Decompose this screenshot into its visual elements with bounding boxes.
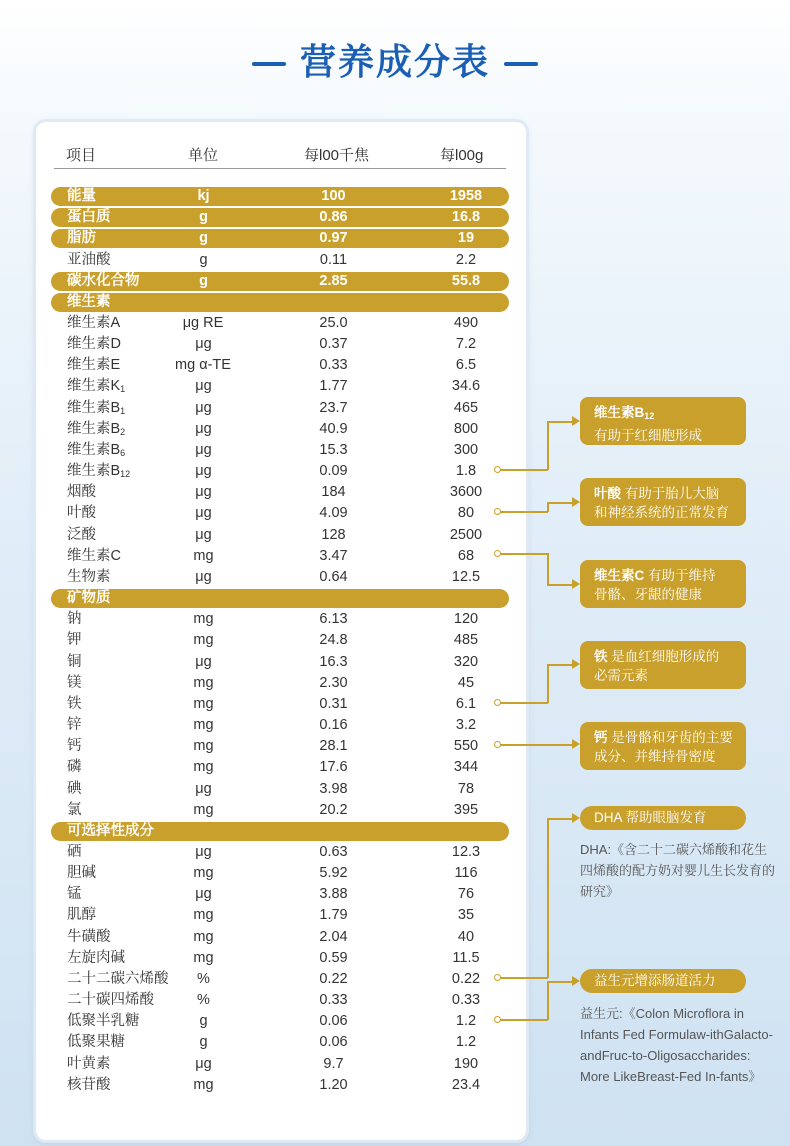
- table-row: [51, 801, 509, 820]
- section-header: [51, 822, 509, 841]
- nutrient-name: 氯: [67, 801, 82, 818]
- nutrient-name: 低聚半乳糖: [67, 1013, 140, 1030]
- value-per-100kj: 0.97: [319, 230, 348, 247]
- arrow-icon: [572, 579, 580, 589]
- callout-iron: [580, 641, 746, 689]
- callout-b12-sub: 12: [644, 411, 655, 421]
- unit: mg: [193, 611, 214, 628]
- unit: %: [197, 992, 210, 1009]
- value-per-100g: 11.5: [452, 949, 480, 966]
- value-per-100g: 800: [453, 420, 479, 437]
- unit: μg: [195, 568, 212, 585]
- arrow-icon: [572, 416, 580, 426]
- value-per-100kj: 3.88: [319, 886, 348, 903]
- value-per-100kj: 0.16: [319, 717, 348, 733]
- value-per-100g: 78: [457, 780, 475, 797]
- value-per-100kj: 25.0: [319, 315, 348, 331]
- table-row: [51, 272, 509, 291]
- nutrient-name: 胆碱: [67, 865, 96, 882]
- connector-line: [547, 981, 573, 983]
- table-row: [51, 864, 509, 883]
- unit: μg: [195, 441, 212, 458]
- unit: μg: [195, 378, 212, 395]
- nutrient-name: 左旋肉碱: [67, 949, 125, 966]
- value-per-100kj: 100: [321, 188, 346, 204]
- callout-b12-text: 有助于红细胞形成: [594, 428, 702, 443]
- unit: mg: [193, 865, 214, 882]
- unit: μg: [195, 1055, 212, 1072]
- callout-folate-text2: 和神经系统的正常发育: [594, 505, 729, 520]
- nutrient-name: 维生素C: [67, 547, 121, 564]
- value-per-100g: 300: [453, 441, 479, 458]
- nutrient-name: 叶酸: [67, 505, 96, 522]
- table-row: [51, 653, 509, 672]
- connector-line: [498, 977, 548, 979]
- nutrient-subscript: 2: [120, 426, 126, 437]
- nutrition-table-card: [36, 122, 526, 1140]
- nutrient-name: 锰: [67, 886, 82, 903]
- dot-icon: [494, 508, 501, 515]
- callout-folate-text1: 有助于胎儿大脑: [621, 486, 720, 501]
- header-per-100g: 每l00g: [440, 147, 484, 164]
- connector-line: [547, 502, 573, 504]
- table-row: [51, 928, 509, 947]
- table-row: [51, 335, 509, 354]
- nutrient-subscript: 1: [120, 384, 126, 395]
- nutrient-name: 钠: [67, 611, 82, 628]
- nutrient-name: 锌: [67, 717, 82, 733]
- table-row: [51, 1076, 509, 1095]
- header-divider: [54, 168, 506, 169]
- callout-vitamin-b12: [580, 397, 746, 445]
- table-header: [36, 144, 526, 164]
- table-row: [51, 970, 509, 989]
- unit: μg: [195, 653, 212, 670]
- value-per-100kj: 24.8: [319, 632, 348, 649]
- unit: g: [199, 230, 208, 247]
- nutrient-name: 泛酸: [67, 526, 96, 543]
- connector-line: [547, 421, 573, 423]
- callout-prebiotic: 益生元增添肠道活力: [580, 969, 746, 993]
- value-per-100kj: 17.6: [319, 759, 348, 776]
- connector-line: [547, 664, 573, 666]
- table-row: [51, 526, 509, 545]
- value-per-100kj: 9.7: [323, 1055, 344, 1072]
- value-per-100kj: 1.20: [319, 1076, 348, 1093]
- nutrient-name: 蛋白质: [67, 209, 111, 226]
- title-dash-right: [504, 62, 538, 66]
- table-row: [51, 780, 509, 799]
- table-row: [51, 631, 509, 650]
- nutrient-name: 肌醇: [67, 907, 96, 924]
- dot-icon: [494, 974, 501, 981]
- nutrient-name: 镁: [67, 674, 82, 691]
- nutrient-name: 钾: [67, 632, 82, 649]
- value-per-100kj: 4.09: [319, 505, 348, 522]
- callout-b12-title: 维生素B: [594, 405, 645, 420]
- value-per-100kj: 128: [321, 526, 346, 543]
- table-row: [51, 1012, 509, 1031]
- callout-vitc-text2: 骨骼、牙龈的健康: [594, 587, 702, 602]
- unit: mg: [193, 695, 214, 712]
- table-row: [51, 547, 509, 566]
- value-per-100g: 12.5: [451, 568, 481, 585]
- arrow-icon: [572, 497, 580, 507]
- value-per-100g: 34.6: [451, 378, 481, 395]
- value-per-100kj: 0.37: [319, 336, 348, 353]
- table-row: [51, 1033, 509, 1052]
- value-per-100kj: 20.2: [319, 801, 348, 818]
- unit: μg: [195, 463, 212, 480]
- table-row: [51, 949, 509, 968]
- value-per-100kj: 2.30: [319, 674, 348, 691]
- table-row: [51, 187, 509, 206]
- connector-line: [498, 469, 548, 471]
- value-per-100kj: 0.33: [319, 357, 348, 374]
- value-per-100kj: 184: [321, 484, 346, 501]
- value-per-100g: 1.8: [455, 463, 477, 480]
- nutrient-name: 维生素$K_1$: [67, 378, 126, 395]
- nutrient-name: 二十碳四烯酸: [67, 992, 154, 1009]
- value-per-100kj: 28.1: [319, 738, 348, 755]
- connector-line: [498, 702, 548, 704]
- value-per-100g: 116: [454, 865, 478, 882]
- value-per-100kj: 16.3: [319, 653, 348, 670]
- connector-line: [547, 584, 573, 586]
- table-row: [51, 314, 509, 333]
- table-row: [51, 1055, 509, 1074]
- prebiotic-reference: 益生元:《Colon Microflora in Infants Fed Formulaw-ithGalacto-andFruc-to-Oligosaccharides: More LikeBreast-Fed In-fants》: [580, 1006, 773, 1084]
- value-per-100g: 2500: [449, 526, 483, 543]
- value-per-100g: 120: [453, 611, 479, 628]
- unit: mg: [193, 949, 214, 966]
- callout-iron-text1: 是血红细胞形成的: [607, 649, 720, 664]
- nutrient-name: 碳水化合物: [67, 272, 140, 289]
- unit: μg: [195, 336, 212, 353]
- callout-iron-title: 铁: [594, 649, 608, 664]
- connector-line: [547, 502, 549, 512]
- nutrient-name: 维生素D: [67, 336, 121, 353]
- connector-line: [547, 664, 549, 703]
- value-per-100kj: 0.06: [319, 1013, 348, 1030]
- unit: g: [199, 251, 208, 268]
- table-row: [51, 737, 509, 756]
- unit: mg: [193, 907, 214, 924]
- value-per-100kj: 0.22: [319, 970, 348, 987]
- dot-icon: [494, 550, 501, 557]
- value-per-100kj: 23.7: [319, 399, 348, 416]
- callout-folate: [580, 478, 746, 526]
- connector-line: [498, 511, 548, 513]
- table-row: [51, 356, 509, 375]
- callout-vitc-title: 维生素C: [594, 568, 645, 583]
- nutrient-name: 低聚果糖: [67, 1034, 125, 1051]
- value-per-100kj: 0.86: [319, 209, 348, 226]
- callout-vitc-text1: 有助于维持: [644, 568, 716, 583]
- unit: g: [199, 1034, 208, 1051]
- nutrient-name: 二十二碳六烯酸: [67, 970, 169, 987]
- nutrient-name: 钙: [67, 738, 82, 755]
- value-per-100g: 2.2: [455, 251, 477, 268]
- connector-line: [498, 553, 548, 555]
- nutrient-name: 维生素A: [67, 315, 121, 331]
- callout-calcium: [580, 722, 746, 770]
- nutrient-name: 铁: [67, 695, 82, 712]
- table-row: [51, 674, 509, 693]
- nutrient-name: 碘: [67, 780, 82, 797]
- value-per-100g: 55.8: [451, 272, 481, 289]
- callout-iron-text2: 必需元素: [594, 668, 648, 683]
- nutrient-name: 维生素E: [67, 357, 121, 374]
- header-per-100kj: 每l00千焦: [304, 147, 370, 164]
- value-per-100g: 395: [453, 801, 479, 818]
- table-row: [51, 399, 509, 418]
- connector-line: [547, 981, 549, 1020]
- table-row: [51, 229, 509, 248]
- unit: mg: [193, 674, 214, 691]
- unit: μg: [195, 505, 212, 522]
- table-row: [51, 208, 509, 227]
- unit: μg: [195, 484, 212, 501]
- value-per-100g: 45: [457, 674, 475, 691]
- unit: mg: [193, 759, 214, 776]
- table-row: [51, 420, 509, 439]
- nutrient-name: 维生素$B_{12}$: [67, 463, 131, 480]
- nutrient-name: 亚油酸: [67, 251, 111, 268]
- section-header: [51, 293, 509, 312]
- value-per-100g: 0.22: [451, 970, 481, 987]
- callout-folate-title: 叶酸: [594, 486, 621, 501]
- nutrient-subscript: 6: [120, 447, 126, 458]
- value-per-100g: 7.2: [455, 336, 477, 353]
- nutrient-name: 硒: [67, 844, 82, 860]
- connector-line: [547, 818, 549, 978]
- connector-line: [547, 553, 549, 585]
- table-row: [51, 843, 509, 862]
- nutrient-name: 铜: [67, 653, 82, 670]
- section-title: 可选择性成分: [67, 822, 154, 839]
- nutrient-name: 生物素: [67, 568, 111, 585]
- callout-calcium-text1: 是骨骼和牙齿的主要: [607, 730, 733, 745]
- section-title: 矿物质: [67, 590, 111, 606]
- arrow-icon: [572, 659, 580, 669]
- table-row: [51, 716, 509, 735]
- table-row: [51, 377, 509, 396]
- value-per-100kj: 0.31: [319, 695, 348, 712]
- nutrient-name: 核苷酸: [67, 1076, 111, 1093]
- callout-calcium-title: 钙: [594, 730, 608, 745]
- value-per-100g: 485: [453, 632, 479, 649]
- value-per-100kj: 0.09: [319, 463, 348, 480]
- table-row: [51, 695, 509, 714]
- value-per-100g: 1.2: [455, 1034, 477, 1051]
- nutrient-name: 磷: [67, 759, 82, 776]
- value-per-100g: 40: [457, 928, 475, 945]
- unit: mg: [193, 1076, 214, 1093]
- value-per-100kj: 0.06: [319, 1034, 348, 1051]
- value-per-100kj: 15.3: [319, 441, 348, 458]
- nutrient-name: 维生素$B_2$: [67, 420, 126, 437]
- arrow-icon: [572, 813, 580, 823]
- value-per-100kj: 0.64: [319, 568, 348, 585]
- unit: μg: [195, 526, 212, 543]
- nutrient-name: 叶黄素: [67, 1055, 111, 1072]
- unit: g: [199, 272, 208, 289]
- page-title: [0, 34, 790, 85]
- unit: mg: [193, 738, 214, 755]
- nutrient-name: 烟酸: [67, 484, 96, 501]
- unit: μg: [195, 844, 212, 860]
- unit: mg: [193, 632, 214, 649]
- unit: μg RE: [182, 315, 224, 331]
- value-per-100g: 3.2: [455, 717, 477, 733]
- callout-calcium-text2: 成分、并维持骨密度: [594, 749, 716, 764]
- value-per-100g: 320: [453, 653, 479, 670]
- nutrient-name: 牛磺酸: [67, 928, 111, 945]
- table-row: [51, 906, 509, 925]
- unit: mg: [193, 547, 214, 564]
- table-row: [51, 441, 509, 460]
- unit: μg: [195, 886, 212, 903]
- value-per-100g: 1.2: [455, 1013, 477, 1030]
- value-per-100g: 68: [457, 547, 475, 564]
- nutrient-name: 维生素$B_1$: [67, 399, 126, 416]
- table-row: [51, 462, 509, 481]
- connector-line: [498, 744, 573, 746]
- table-row: [51, 991, 509, 1010]
- value-per-100g: 6.1: [455, 695, 477, 712]
- dot-icon: [494, 699, 501, 706]
- arrow-icon: [572, 739, 580, 749]
- callout-dha: DHA 帮助眼脑发育: [580, 806, 746, 830]
- arrow-icon: [572, 976, 580, 986]
- section-header: [51, 589, 509, 608]
- dot-icon: [494, 1016, 501, 1023]
- section-title: 维生素: [67, 293, 111, 310]
- value-per-100kj: 40.9: [319, 420, 348, 437]
- unit: kj: [197, 188, 210, 204]
- unit: %: [197, 970, 210, 987]
- title-text: 营养成分表: [299, 41, 490, 82]
- unit: mg: [193, 717, 214, 733]
- value-per-100kj: 1.79: [319, 907, 348, 924]
- value-per-100kj: 0.59: [319, 949, 348, 966]
- connector-line: [547, 421, 549, 470]
- dot-icon: [494, 741, 501, 748]
- value-per-100g: 80: [457, 505, 475, 522]
- connector-line: [498, 1019, 548, 1021]
- nutrient-subscript: 12: [120, 469, 131, 480]
- dot-icon: [494, 466, 501, 473]
- value-per-100g: 35: [457, 907, 475, 924]
- value-per-100g: 76: [457, 886, 475, 903]
- title-dash-left: [252, 62, 286, 66]
- unit: μg: [195, 420, 212, 437]
- value-per-100g: 1958: [449, 188, 483, 204]
- table-row: [51, 251, 509, 270]
- value-per-100g: 19: [457, 230, 475, 247]
- value-per-100kj: 0.33: [319, 992, 348, 1009]
- unit: g: [199, 209, 208, 226]
- table-row: [51, 483, 509, 502]
- header-item: 项目: [66, 147, 97, 164]
- unit: μg: [195, 399, 212, 416]
- table-row: [51, 504, 509, 523]
- value-per-100g: 490: [453, 315, 479, 331]
- value-per-100g: 190: [453, 1055, 479, 1072]
- table-row: [51, 758, 509, 777]
- unit: g: [199, 1013, 208, 1030]
- header-unit: 单位: [188, 147, 219, 164]
- value-per-100g: 550: [453, 738, 479, 755]
- value-per-100g: 344: [453, 759, 479, 776]
- value-per-100g: 0.33: [451, 992, 481, 1009]
- value-per-100g: 465: [453, 399, 479, 416]
- table-row: [51, 568, 509, 587]
- nutrient-subscript: 1: [120, 405, 126, 416]
- value-per-100kj: 0.63: [319, 844, 348, 860]
- value-per-100g: 3600: [449, 484, 483, 501]
- value-per-100g: 16.8: [451, 209, 481, 226]
- table-row: [51, 885, 509, 904]
- value-per-100kj: 0.11: [319, 251, 348, 268]
- unit: mg α-TE: [175, 357, 231, 374]
- callout-vitamin-c: [580, 560, 746, 608]
- unit: mg: [193, 801, 214, 818]
- dha-reference: DHA:《含二十二碳六烯酸和花生四烯酸的配方奶对婴儿生长发育的研究》: [580, 842, 776, 899]
- nutrient-name: 能量: [67, 188, 96, 204]
- value-per-100g: 23.4: [451, 1076, 481, 1093]
- value-per-100kj: 1.77: [319, 378, 348, 395]
- value-per-100g: 12.3: [451, 844, 481, 860]
- value-per-100kj: 3.47: [319, 547, 348, 564]
- connector-line: [547, 818, 573, 820]
- value-per-100g: 6.5: [455, 357, 477, 374]
- value-per-100kj: 6.13: [319, 611, 348, 628]
- value-per-100kj: 5.92: [319, 865, 348, 882]
- unit: mg: [193, 928, 214, 945]
- table-row: [51, 610, 509, 629]
- value-per-100kj: 3.98: [319, 780, 348, 797]
- nutrient-name: 脂肪: [67, 230, 96, 247]
- value-per-100kj: 2.04: [319, 928, 348, 945]
- value-per-100kj: 2.85: [319, 272, 348, 289]
- nutrient-name: 维生素$B_6$: [67, 441, 126, 458]
- unit: μg: [195, 780, 212, 797]
